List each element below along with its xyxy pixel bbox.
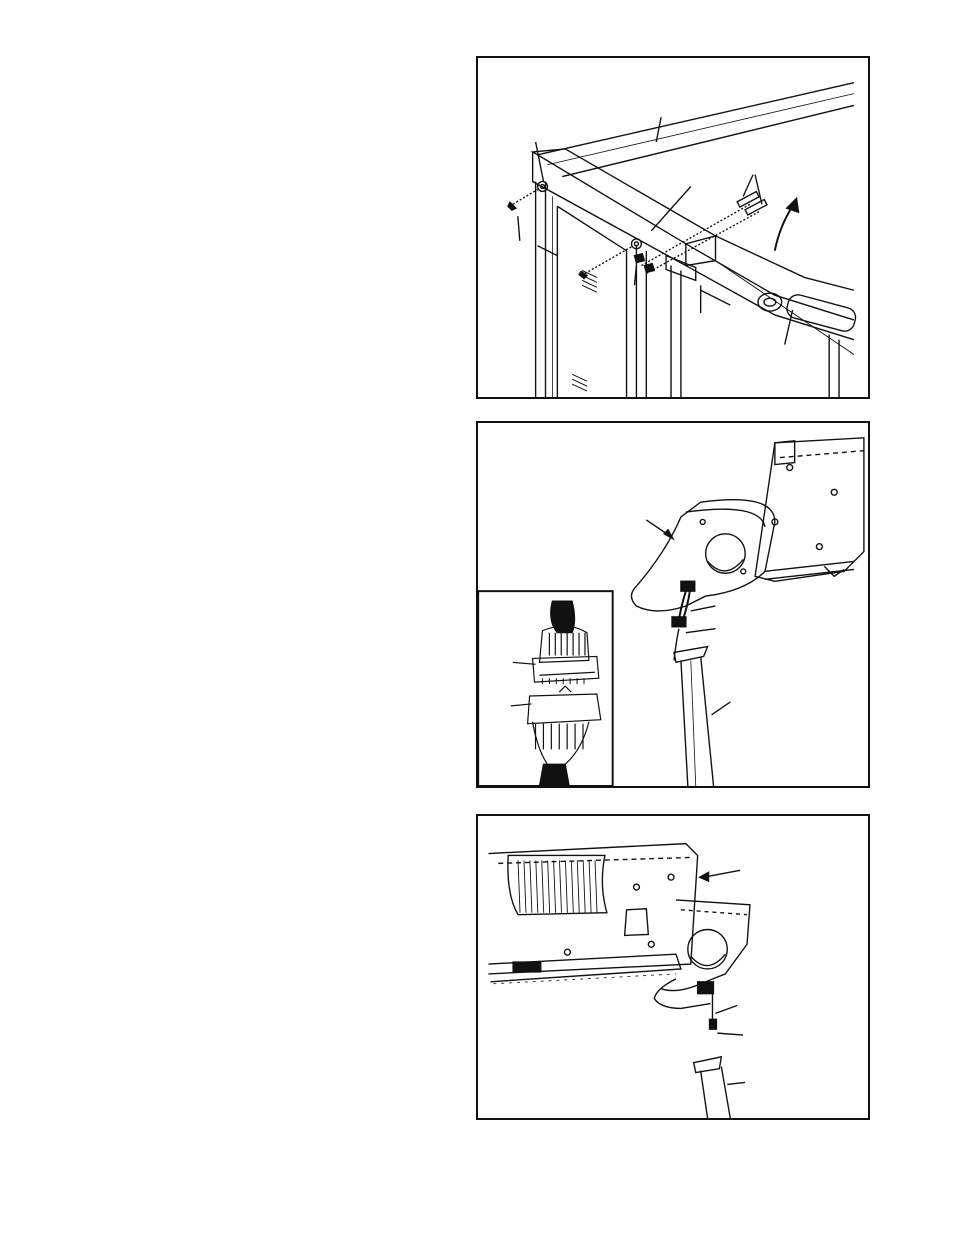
frame-bolt-assembly-illustration [478, 58, 868, 397]
connector-detail-inset [478, 591, 613, 786]
figure-2-console-wiring [476, 421, 870, 788]
console-wire-connector-illustration [478, 423, 868, 786]
console-mounting-illustration [478, 816, 868, 1118]
figure-3-console-mounting [476, 814, 870, 1120]
figure-1-frame-assembly [476, 56, 870, 399]
